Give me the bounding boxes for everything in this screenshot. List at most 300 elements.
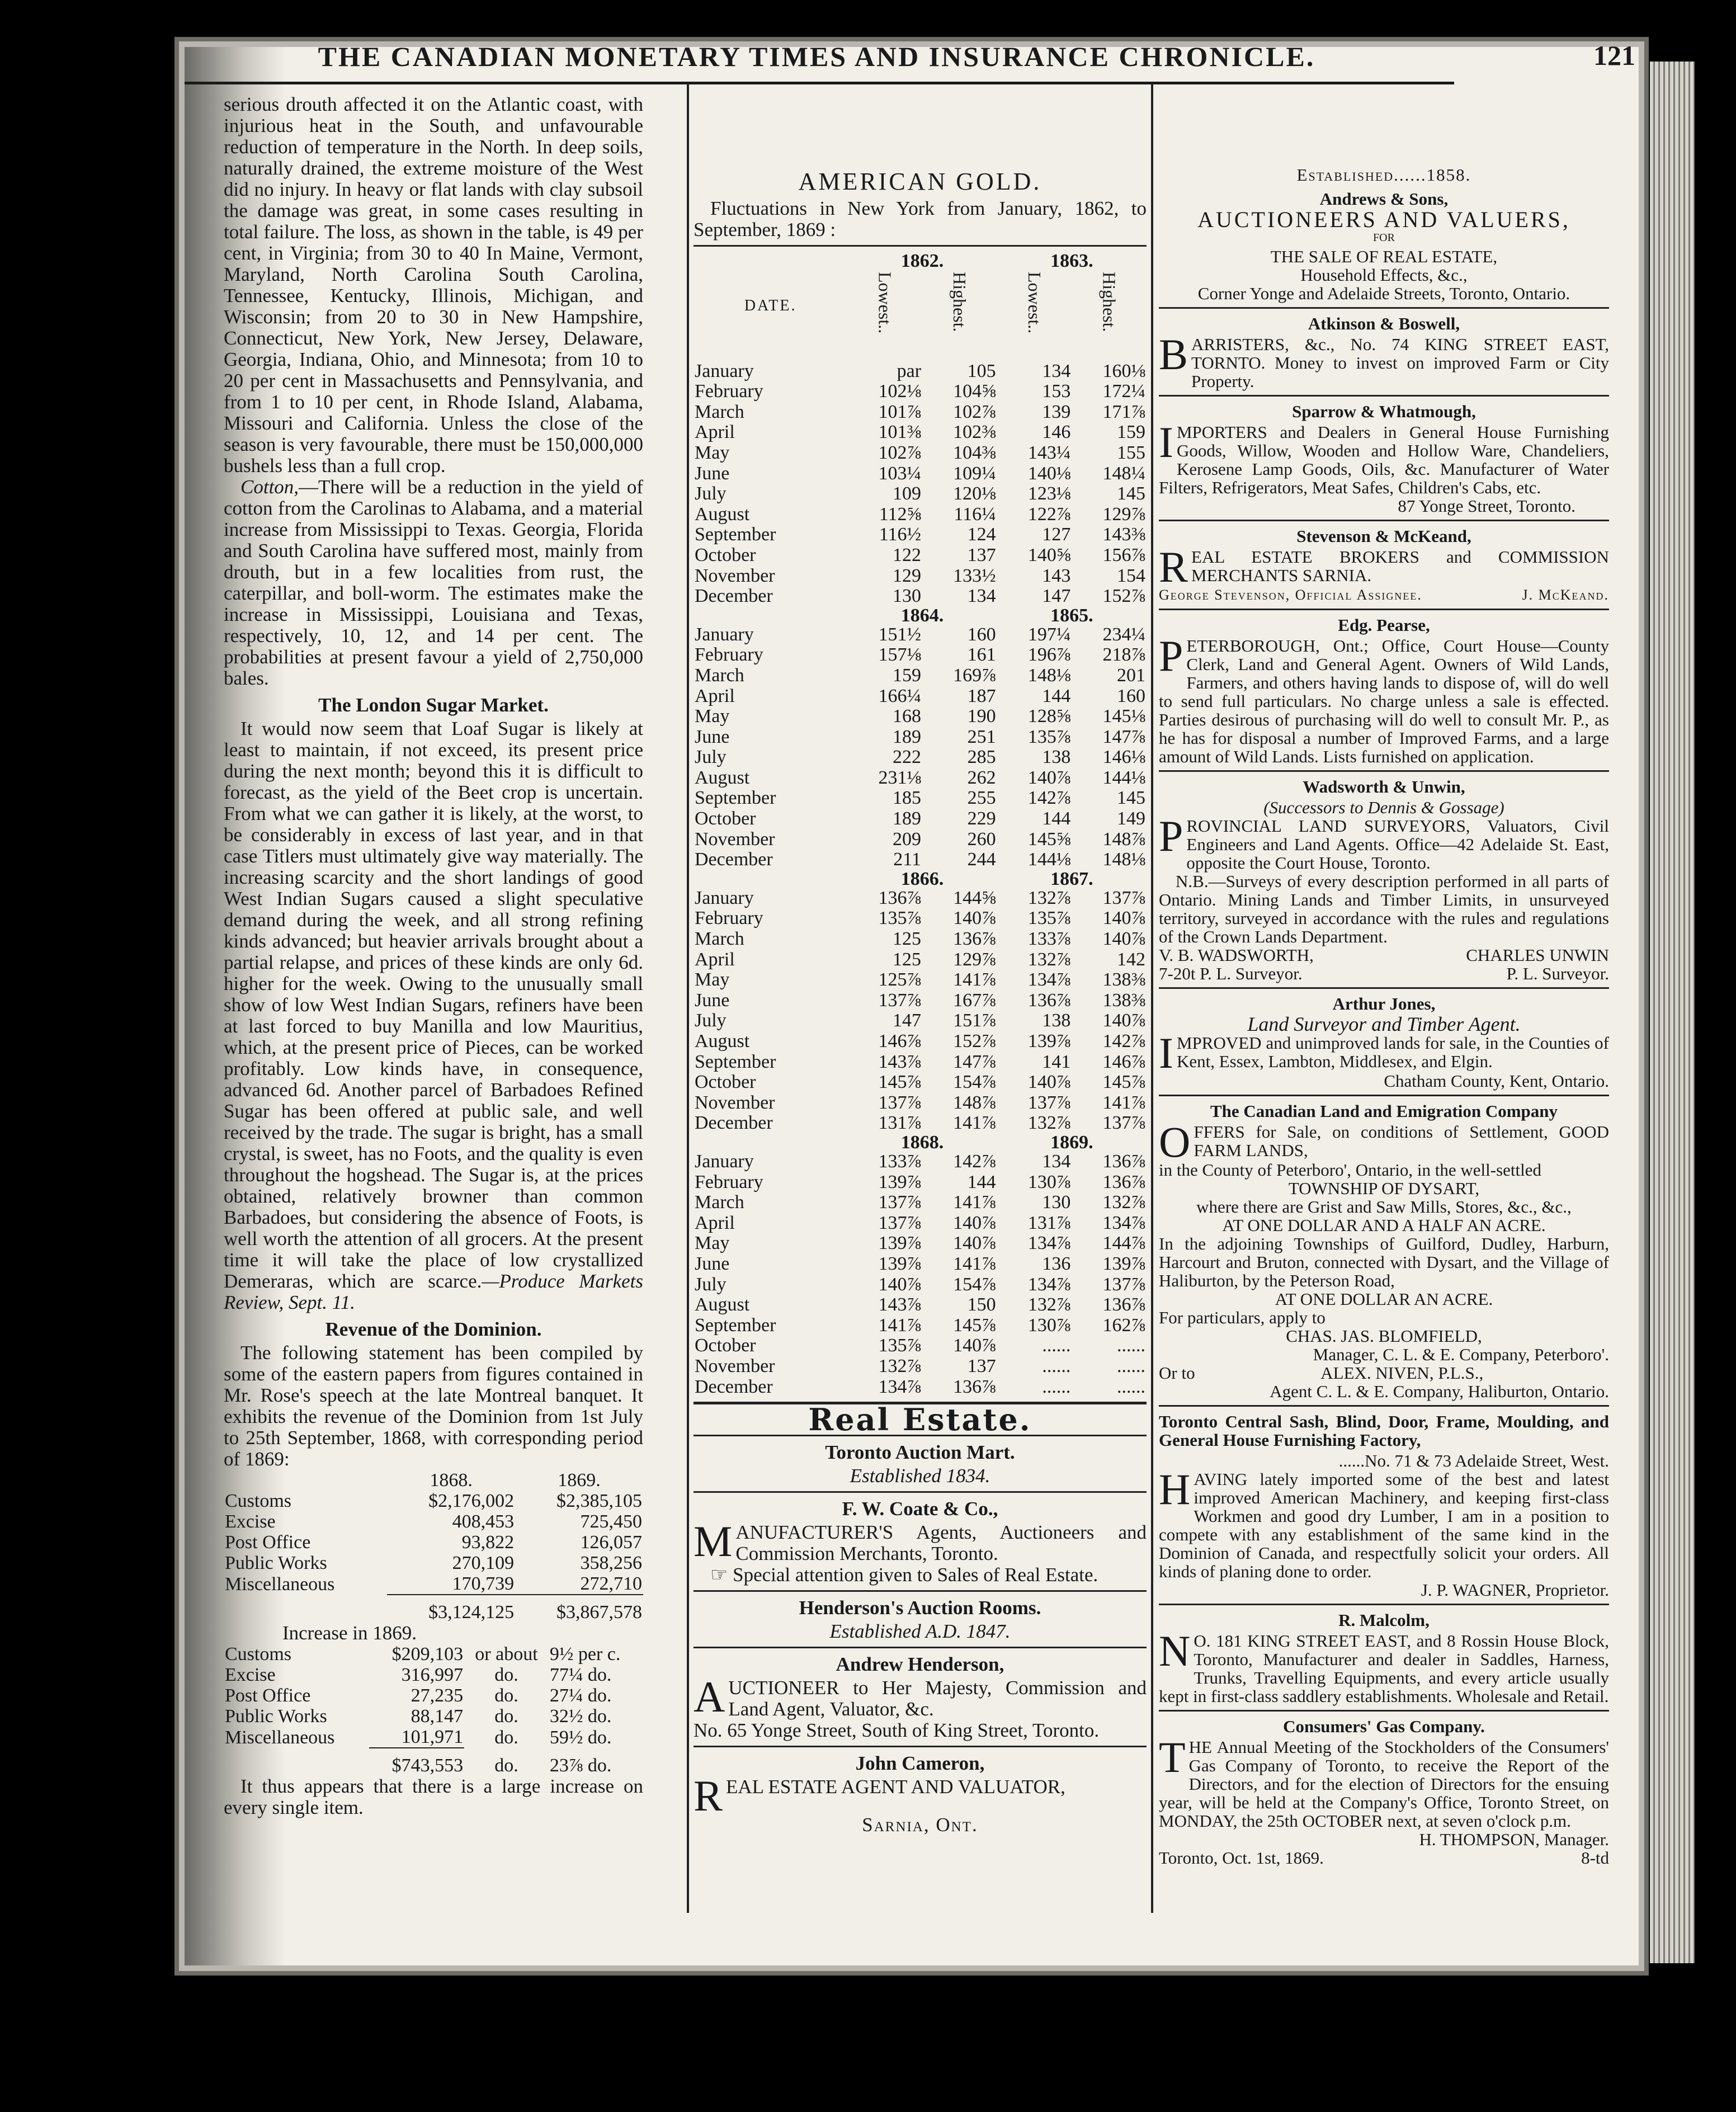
month-cell: August — [695, 503, 750, 525]
price-cell: 134 — [1042, 1151, 1071, 1172]
table-row — [694, 1233, 1147, 1254]
price-cell: 139⅞ — [1102, 1253, 1145, 1274]
divider — [1159, 307, 1609, 309]
month-cell: September — [695, 788, 776, 809]
divider — [694, 1647, 1147, 1648]
month-cell: December — [695, 849, 773, 870]
price-cell: 144 — [1042, 685, 1071, 706]
month-cell: January — [695, 887, 754, 908]
year-label: 1865. — [1050, 605, 1093, 626]
price-cell: 130⅞ — [1027, 1314, 1071, 1336]
canadian-land-company-heading: The Canadian Land and Emigration Company — [1210, 1101, 1558, 1121]
table-row — [694, 809, 1147, 829]
column-right — [1159, 94, 1609, 1867]
lowest-header: Lowest.. — [875, 271, 895, 333]
table-row — [694, 1172, 1147, 1193]
wadsworth-title-right: P. L. Surveyor. — [1506, 964, 1609, 983]
price-cell: 136⅞ — [1102, 1294, 1145, 1316]
month-cell: April — [695, 422, 735, 443]
malcolm-body: O. 181 KING STREET EAST, and 8 Rossin House Block, Toronto, Manufacturer and dealer in Saddles, Harness, Trunks, Travelling Equipments, and every article usually kept in first-class saddlery establishments. Wholesale and Retail. — [1159, 1631, 1609, 1706]
month-cell: February — [695, 644, 763, 666]
price-cell: 137⅞ — [1102, 1274, 1145, 1295]
price-cell: 140⅞ — [953, 1212, 996, 1233]
month-cell: October — [695, 1072, 756, 1093]
price-cell: 140⅞ — [1027, 1072, 1071, 1093]
table-row — [694, 1192, 1147, 1213]
table-row — [694, 1113, 1147, 1134]
canadian-land-signature2: Manager, C. L. & E. Company, Peterboro'. — [1313, 1345, 1609, 1364]
year-label: 1864. — [900, 605, 944, 626]
table-row — [694, 1213, 1147, 1234]
price-cell: 130 — [1042, 1192, 1071, 1213]
table-row — [694, 950, 1147, 970]
arthur-jones-heading: Arthur Jones, — [1332, 994, 1436, 1013]
drop-cap: O — [1159, 1118, 1191, 1166]
atkinson-boswell-heading: Atkinson & Boswell, — [1308, 314, 1460, 333]
price-cell: 137 — [967, 544, 996, 565]
wadsworth-nb: N.B.—Surveys of every description performed in all parts of Ontario. Mining Lands and Timber Limits, in unsurveyed territory, surveyed in accordance with the rules and regulations of the Crown Lands Department. — [1159, 871, 1609, 946]
price-cell: 146 — [1042, 422, 1071, 443]
price-cell: 185 — [893, 788, 922, 809]
price-cell: 134⅞ — [1102, 1212, 1145, 1233]
andrews-line3: Household Effects, &c., — [1300, 265, 1468, 285]
price-cell: 145⅞ — [1102, 1072, 1145, 1093]
table-row — [694, 929, 1147, 950]
coate-body: ANUFACTURER'S Agents, Auctioneers and Commission Merchants, Toronto. — [735, 1521, 1147, 1565]
consumers-gas-body: HE Annual Meeting of the Stockholders of the Consumers' Gas Company of Toronto, to receive the Report of the Directors, and for the election of Directors for the ensuing year, will be held at the Company's Office, Toronto Street, on MONDAY, the 25th OCTOBER next, at seven o'clock p.m. — [1159, 1737, 1609, 1831]
henderson-established: Established A.D. 1847. — [829, 1620, 1011, 1643]
price-cell: 104⅜ — [953, 442, 996, 463]
price-cell: 153 — [1042, 381, 1071, 402]
table-row — [694, 666, 1147, 686]
drop-cap: N — [1159, 1627, 1191, 1675]
price-cell: 135⅞ — [878, 1335, 922, 1356]
toronto-auction-mart-heading: Toronto Auction Mart. — [825, 1441, 1015, 1464]
real-estate-title: Real Estate. — [808, 1402, 1032, 1438]
price-cell: 160 — [967, 624, 996, 645]
price-cell: 147⅞ — [1102, 726, 1145, 747]
price-cell: 109 — [893, 483, 922, 505]
drop-cap: P — [1159, 631, 1183, 680]
price-cell: par — [897, 360, 922, 381]
divider — [1159, 520, 1609, 521]
table-row — [694, 443, 1147, 464]
price-cell: 211 — [893, 849, 922, 870]
price-cell: 167⅞ — [953, 989, 996, 1011]
price-cell: 102⅞ — [953, 401, 996, 422]
table-row — [694, 1152, 1147, 1172]
month-cell: January — [695, 624, 754, 645]
price-cell: 187 — [967, 685, 996, 706]
andrews-line4: Corner Yonge and Adelaide Streets, Toronto, Ontario. — [1197, 284, 1570, 303]
month-cell: November — [695, 828, 775, 850]
price-cell: 134⅞ — [1027, 1274, 1071, 1295]
price-cell: 109¼ — [953, 463, 996, 484]
price-cell: 144⅝ — [953, 887, 996, 908]
table-row — [694, 566, 1147, 587]
price-cell: 140⅞ — [953, 1335, 996, 1356]
table-row — [694, 422, 1147, 443]
price-cell: 169⅞ — [953, 664, 996, 686]
consumers-gas-heading: Consumers' Gas Company. — [1283, 1717, 1485, 1736]
andrews-line1: AUCTIONEERS AND VALUERS, — [1197, 207, 1570, 232]
andrews-for: FOR — [1373, 232, 1395, 244]
increase-heading: Increase in 1869. — [282, 1622, 417, 1644]
table-row — [694, 505, 1147, 525]
month-cell: July — [695, 747, 727, 768]
price-cell: 138⅜ — [1102, 989, 1145, 1011]
price-cell: 141⅞ — [953, 1112, 996, 1134]
price-cell: 156⅞ — [1102, 544, 1145, 565]
price-cell: 133⅞ — [1027, 928, 1071, 950]
price-cell: 234¼ — [1102, 624, 1145, 645]
month-cell: August — [695, 767, 750, 788]
price-cell: 133½ — [953, 565, 996, 586]
coate-note: ☞ Special attention given to Sales of Real Estate. — [710, 1564, 1098, 1586]
divider — [1159, 609, 1609, 610]
header-rule — [185, 82, 1454, 84]
table-row — [694, 1031, 1147, 1052]
price-cell: 146⅞ — [1102, 1051, 1145, 1072]
canadian-land-signature3: ALEX. NIVEN, P.L.S., — [1320, 1363, 1484, 1383]
month-cell: July — [695, 483, 727, 505]
month-cell: October — [695, 808, 756, 829]
stevenson-signature-right: J. McKeand. — [1522, 587, 1609, 603]
month-cell: March — [695, 401, 744, 422]
price-cell: 189 — [893, 808, 922, 829]
revenue-heading: Revenue of the Dominion. — [325, 1318, 542, 1340]
table-row — [694, 402, 1147, 423]
price-cell: ...... — [1042, 1355, 1071, 1376]
canadian-land-body1: FFERS for Sale, on conditions of Settlement, GOOD FARM LANDS, — [1194, 1122, 1609, 1160]
stevenson-body: EAL ESTATE BROKERS and COMMISSION MERCHANTS SARNIA. — [1191, 547, 1609, 585]
column-rule-2 — [1151, 84, 1153, 1913]
price-cell: 171⅞ — [1102, 401, 1145, 422]
price-cell: 137⅞ — [1102, 887, 1145, 908]
price-cell: 144⅛ — [1027, 849, 1071, 870]
price-cell: 137⅞ — [878, 1212, 922, 1233]
price-cell: 151⅞ — [953, 1010, 996, 1031]
price-cell: 122 — [893, 544, 922, 565]
month-cell: May — [695, 706, 730, 727]
price-cell: 141⅞ — [953, 969, 996, 991]
month-cell: March — [695, 664, 744, 686]
month-cell: November — [695, 1092, 775, 1113]
sparrow-whatmough-heading: Sparrow & Whatmough, — [1292, 402, 1476, 421]
table-row — [694, 1072, 1147, 1093]
price-cell: 159 — [893, 664, 922, 686]
price-cell: 137⅞ — [1102, 1112, 1145, 1134]
price-cell: 102⅜ — [953, 422, 996, 443]
malcolm-heading: R. Malcolm, — [1338, 1610, 1430, 1630]
price-cell: 125⅞ — [878, 969, 922, 991]
price-cell: 135⅞ — [878, 908, 922, 929]
price-cell: 168 — [893, 706, 922, 727]
table-row — [694, 908, 1147, 929]
price-cell: 218⅞ — [1102, 644, 1145, 666]
divider — [1159, 1405, 1609, 1407]
consumers-gas-date: Toronto, Oct. 1st, 1869. — [1159, 1848, 1324, 1868]
toronto-auction-mart-established: Established 1834. — [850, 1465, 990, 1487]
month-cell: March — [695, 1192, 744, 1213]
table-row — [694, 361, 1147, 382]
price-cell: 172¼ — [1102, 381, 1145, 402]
table-row — [694, 525, 1147, 545]
arthur-jones-subtitle: Land Surveyor and Timber Agent. — [1247, 1013, 1521, 1035]
price-cell: 140⅞ — [1102, 1010, 1145, 1031]
price-cell: 140⅞ — [878, 1274, 922, 1295]
wadsworth-signature-right: CHARLES UNWIN — [1466, 945, 1609, 965]
price-cell: 130⅞ — [1027, 1171, 1071, 1192]
price-cell: 102⅛ — [878, 381, 922, 402]
divider — [1159, 1095, 1609, 1096]
price-cell: ...... — [1042, 1335, 1071, 1356]
price-cell: 105 — [967, 360, 996, 381]
price-cell: 139⅞ — [878, 1233, 922, 1254]
price-cell: 139⅞ — [1027, 1031, 1071, 1052]
price-cell: 189 — [893, 726, 922, 747]
column-rule-1 — [687, 84, 689, 1913]
price-cell: 116½ — [879, 524, 922, 545]
john-cameron-heading: John Cameron, — [855, 1752, 985, 1775]
price-cell: 136 — [1042, 1253, 1071, 1274]
drop-cap: H — [1159, 1465, 1191, 1514]
price-cell: 152⅞ — [1102, 586, 1145, 607]
divider — [1159, 770, 1609, 772]
price-cell: 140⅛ — [1027, 463, 1071, 484]
increase-table — [224, 1644, 643, 1776]
lowest-header: Lowest.. — [1024, 271, 1045, 333]
price-cell: 148⅞ — [1102, 828, 1145, 850]
price-cell: 142⅞ — [953, 1151, 996, 1172]
divider — [694, 1590, 1147, 1592]
price-cell: 139 — [1042, 401, 1071, 422]
canadian-land-or-to: Or to — [1159, 1363, 1195, 1383]
month-cell: August — [695, 1031, 750, 1052]
andrew-henderson-heading: Andrew Henderson, — [836, 1653, 1004, 1676]
price-cell: 137⅞ — [1027, 1092, 1071, 1113]
revenue-year-1868: 1868. — [430, 1470, 473, 1491]
price-cell: 145⅞ — [953, 1314, 996, 1336]
divider — [694, 245, 1147, 247]
price-cell: 135⅞ — [1027, 726, 1071, 747]
henderson-rooms-heading: Henderson's Auction Rooms. — [799, 1597, 1041, 1619]
price-cell: 146⅛ — [1102, 747, 1145, 768]
month-cell: January — [695, 360, 754, 381]
price-cell: 160 — [1117, 685, 1145, 706]
year-label: 1869. — [1050, 1132, 1093, 1153]
sugar-source: —Produce Markets Review, Sept. 11. — [224, 1270, 643, 1313]
month-cell: February — [695, 908, 763, 929]
price-cell: 145⅞ — [878, 1072, 922, 1093]
table-row — [694, 686, 1147, 707]
drop-cap: I — [1159, 1029, 1173, 1077]
month-cell: February — [695, 381, 763, 402]
price-cell: 137⅞ — [878, 1092, 922, 1113]
month-cell: December — [695, 1376, 773, 1397]
price-cell: ...... — [1042, 1376, 1071, 1397]
page-number: 121 — [1593, 40, 1635, 71]
highest-header: Highest. — [1099, 271, 1120, 332]
canadian-land-body2: in the County of Peterboro', Ontario, in the well-settled — [1159, 1160, 1541, 1180]
month-cell: November — [695, 1355, 775, 1376]
price-cell: 112⅝ — [879, 503, 922, 525]
price-cell: 137⅞ — [878, 989, 922, 1011]
price-cell: 222 — [893, 747, 922, 768]
table-row: Excise 316,997 do. 77¼ do. — [225, 1665, 612, 1685]
table-row: Public Works 270,109 358,256 — [225, 1553, 642, 1573]
price-cell: 147 — [893, 1010, 922, 1031]
price-cell: 140⅞ — [953, 1233, 996, 1254]
price-cell: 104⅝ — [953, 381, 996, 402]
price-cell: 142⅞ — [1027, 788, 1071, 809]
price-cell: 145⅝ — [1027, 828, 1071, 850]
table-row: Public Works 88,147 do. 32½ do. — [225, 1706, 612, 1727]
revenue-table — [224, 1470, 643, 1623]
price-cell: 125 — [893, 949, 922, 970]
price-cell: 141 — [1042, 1051, 1071, 1072]
revenue-intro: The following statement has been compiled by some of the eastern papers from figures contained in Mr. Rose's speech at the late Montreal banquet. It exhibits the revenue of the Dominion from 1st July to 25th September, 1868, with corresponding period of 1869: — [224, 1342, 643, 1470]
price-cell: 134 — [1042, 360, 1071, 381]
price-cell: 116¼ — [954, 503, 996, 525]
wadsworth-successors: (Successors to Dennis & Gossage) — [1263, 798, 1504, 817]
year-label: 1867. — [1050, 868, 1093, 889]
year-header-1863: 1863. — [1050, 251, 1093, 271]
price-cell: 136⅞ — [1027, 989, 1071, 1011]
price-cell: 136⅞ — [1102, 1171, 1145, 1192]
table-row — [694, 1093, 1147, 1114]
month-cell: August — [695, 1294, 750, 1316]
table-row: Miscellaneous 170,739 272,710 — [225, 1573, 642, 1595]
highest-header: Highest. — [950, 271, 970, 332]
price-cell: 262 — [967, 767, 996, 788]
price-cell: 260 — [967, 828, 996, 850]
canadian-land-body4: where there are Grist and Saw Mills, Stores, &c., &c., — [1196, 1197, 1572, 1217]
american-gold-subtitle: Fluctuations in New York from January, 1862, to September, 1869 : — [694, 197, 1147, 241]
drop-cap: A — [694, 1672, 725, 1722]
drop-cap: B — [1159, 330, 1188, 379]
price-cell: 157⅛ — [878, 644, 922, 666]
running-header: THE CANADIAN MONETARY TIMES AND INSURANCE CHRONICLE. — [318, 41, 1315, 72]
price-cell: 154⅞ — [953, 1072, 996, 1093]
price-cell: 101⅜ — [878, 422, 922, 443]
price-cell: 103¼ — [878, 463, 922, 484]
wadsworth-title-left: 7-20t P. L. Surveyor. — [1159, 964, 1303, 983]
month-cell: January — [695, 1151, 754, 1172]
price-cell: 244 — [967, 849, 996, 870]
drop-cap: P — [1159, 812, 1183, 860]
price-cell: 201 — [1117, 664, 1145, 686]
table-row — [694, 645, 1147, 666]
month-cell: April — [695, 1212, 735, 1233]
price-cell: 140⅝ — [1027, 544, 1071, 565]
price-cell: 138 — [1042, 747, 1071, 768]
andrews-sons-heading: Andrews & Sons, — [1319, 189, 1449, 209]
price-cell: 134⅞ — [878, 1376, 922, 1397]
price-cell: 134 — [967, 586, 996, 607]
table-row — [694, 1052, 1147, 1073]
price-cell: 145 — [1117, 788, 1145, 809]
table-row — [694, 1377, 1147, 1398]
increase-total-row: $743,553 do. 23⅞ do. — [224, 1748, 643, 1776]
price-cell: ...... — [1117, 1355, 1145, 1376]
cotton-paragraph: —There will be a reduction in the yield of cotton from the Carolinas to Alabama, and a material increase from Mississippi to Texas. Georgia, Florida and South Carolina have suffered most, mainly from drouth, but in a few localities from rust, the caterpillar, and boll-worm. The estimates make the increase in Mississippi, Louisiana and Texas, respectively, 10, 12, and 14 per cent. The probabilities at present favour a yield of 2,750,000 bales. — [224, 476, 643, 689]
month-cell: April — [695, 685, 735, 706]
month-cell: September — [695, 524, 776, 545]
table-row — [694, 1011, 1147, 1031]
price-cell: 150 — [967, 1294, 996, 1316]
month-cell: December — [695, 586, 773, 607]
month-cell: December — [695, 1112, 773, 1134]
table-row — [694, 727, 1147, 748]
table-row — [694, 829, 1147, 850]
price-cell: 142⅞ — [1102, 1031, 1145, 1052]
canadian-land-body8: For particulars, apply to — [1159, 1308, 1325, 1327]
price-cell: 151½ — [878, 624, 922, 645]
table-row: Post Office 93,822 126,057 — [225, 1532, 642, 1553]
price-cell: 231⅛ — [878, 767, 922, 788]
table-row — [694, 586, 1147, 607]
price-cell: 154⅞ — [953, 1274, 996, 1295]
year-divider-row — [694, 607, 1147, 625]
price-cell: 148¼ — [1102, 463, 1145, 484]
month-cell: June — [695, 1253, 730, 1274]
table-row: Excise 408,453 725,450 — [225, 1511, 642, 1532]
sparrow-whatmough-body: MPORTERS and Dealers in General House Furnishing Goods, Willow, Wooden and Hollow Ware, Chandeliers, Kerosene Lamp Goods, Oils, &c. Manufacturer of Water Filters, Refrigerators, Meat Safes, Children's Cabs, etc. — [1159, 422, 1609, 497]
price-cell: 190 — [967, 706, 996, 727]
price-cell: 143⅞ — [878, 1051, 922, 1072]
canadian-land-body6: In the adjoining Townships of Guilford, Dudley, Harburn, Harcourt and Bruton, connected with Dysart, and the Village of Haliburton, by the Peterson Road, — [1159, 1234, 1609, 1290]
drop-cap: M — [694, 1517, 733, 1566]
table-row — [694, 991, 1147, 1011]
price-cell: 137⅞ — [878, 1192, 922, 1213]
price-cell: 144⅞ — [1102, 1233, 1145, 1254]
price-cell: 144 — [1042, 808, 1071, 829]
price-cell: 122⅞ — [1027, 503, 1071, 525]
price-cell: 129⅞ — [953, 949, 996, 970]
price-cell: 133⅞ — [878, 1151, 922, 1172]
sash-factory-body: AVING lately imported some of the best and latest improved American Machinery, and keeping first-class Workmen and good dry Lumber, I am in a position to compete with any establishment of the same kind in the Dominion of Canada, and respectfully solicit your orders. All kinds of planing done to order. — [1159, 1469, 1609, 1581]
john-cameron-place: Sarnia, Ont. — [862, 1814, 978, 1836]
price-cell: 140⅞ — [1027, 767, 1071, 788]
price-cell: 154 — [1117, 565, 1145, 586]
price-cell: 134⅞ — [1027, 969, 1071, 991]
price-cell: 135⅞ — [1027, 908, 1071, 929]
price-cell: 145 — [1117, 483, 1145, 505]
price-cell: 161 — [967, 644, 996, 666]
divider — [1159, 395, 1609, 397]
price-cell: 131⅞ — [1027, 1212, 1071, 1233]
divider — [1159, 987, 1609, 989]
sugar-market-heading: The London Sugar Market. — [318, 694, 549, 716]
price-cell: 285 — [967, 747, 996, 768]
table-row — [694, 850, 1147, 870]
price-cell: 136⅞ — [878, 887, 922, 908]
price-cell: 166¼ — [878, 685, 922, 706]
pearse-body: ETERBOROUGH, Ont.; Office, Court House—County Clerk, Land and General Agent. Owners of Wild Lands, Farmers, and others having lands to dispose of, will do well to send full particulars. No charge unless a sale is effected. Parties desirous of purchasing will do well to consult Mr. P., as he has for disposal a number of Improved Farms, and a large amount of Wild Lands. Lists furnished on application. — [1159, 636, 1609, 766]
atkinson-boswell-body: ARRISTERS, &c., No. 74 KING STREET EAST, TORNTO. Money to invest on improved Farm or City Property. — [1191, 334, 1609, 391]
price-cell: 132⅞ — [1027, 887, 1071, 908]
price-cell: 102⅞ — [878, 442, 922, 463]
year-divider-row — [694, 870, 1147, 888]
arthur-jones-address: Chatham County, Kent, Ontario. — [1384, 1071, 1609, 1091]
table-row: Customs $2,176,002 $2,385,105 — [225, 1491, 642, 1511]
price-cell: 142 — [1117, 949, 1145, 970]
year-divider-row — [694, 1134, 1147, 1152]
table-row: Miscellaneous 101,971 do. 59½ do. — [225, 1727, 612, 1748]
divider — [1159, 1604, 1609, 1605]
date-column-header: DATE. — [744, 297, 797, 314]
